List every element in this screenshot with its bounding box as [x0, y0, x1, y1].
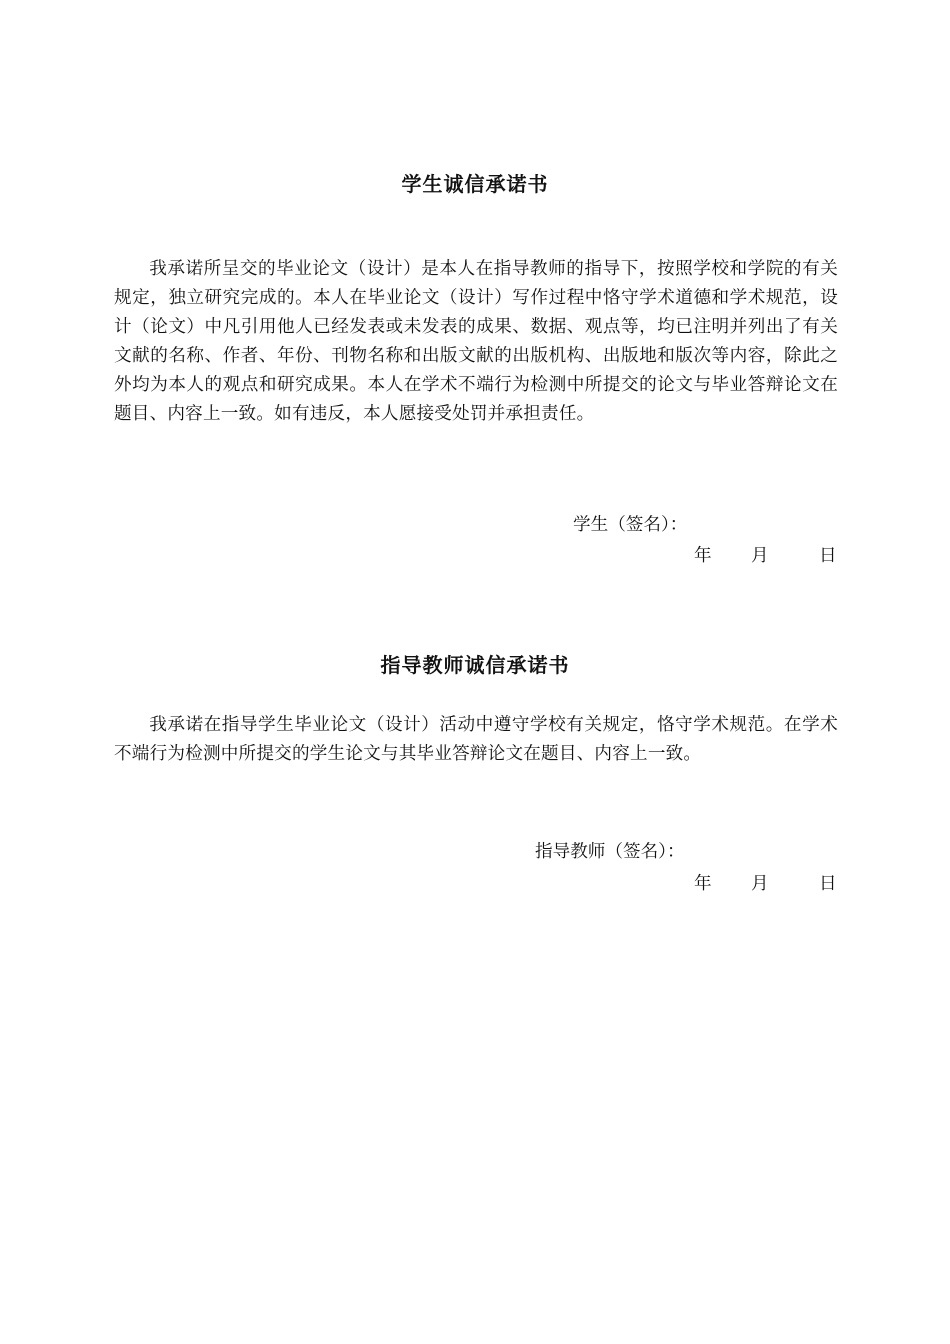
student-pledge-title: 学生诚信承诺书: [401, 172, 549, 196]
student-pledge-paragraph: 我承诺所呈交的毕业论文（设计）是本人在指导教师的指导下，按照学校和学院的有关规定，独立研究完成的。本人在毕业论文（设计）写作过程中恪守学术道德和学术规范，设计（论文）中凡引用他人已经发表或未发表的成果、数据、观点等，均已注明并列出了有关文献的名称、作者、年份、刊物名称和出版文献的出版机构、出版地和版次等内容，除此之外均为本人的观点和研究成果。本人在学术不端行为检测中所提交的论文与毕业答辩论文在题目、内容上一致。如有违反，本人愿接受处罚并承担责任。: [114, 259, 838, 424]
teacher-pledge-paragraph: 我承诺在指导学生毕业论文（设计）活动中遵守学校有关规定，恪守学术规范。在学术不端行为检测中所提交的学生论文与其毕业答辩论文在题目、内容上一致。: [114, 715, 838, 764]
student-date-month: 月: [751, 546, 769, 566]
teacher-date-day: 日: [819, 874, 837, 894]
teacher-date-year: 年: [694, 874, 712, 894]
teacher-pledge-title: 指导教师诚信承诺书: [380, 653, 570, 677]
student-date-day: 日: [819, 546, 837, 566]
teacher-date-month: 月: [751, 874, 769, 894]
teacher-date-line: [690, 872, 850, 896]
student-date-year: 年: [694, 546, 712, 566]
student-date-line: [690, 544, 850, 568]
teacher-signature-label: 指导教师（签名）：: [535, 842, 685, 862]
student-signature-label: 学生（签名）：: [573, 515, 688, 535]
